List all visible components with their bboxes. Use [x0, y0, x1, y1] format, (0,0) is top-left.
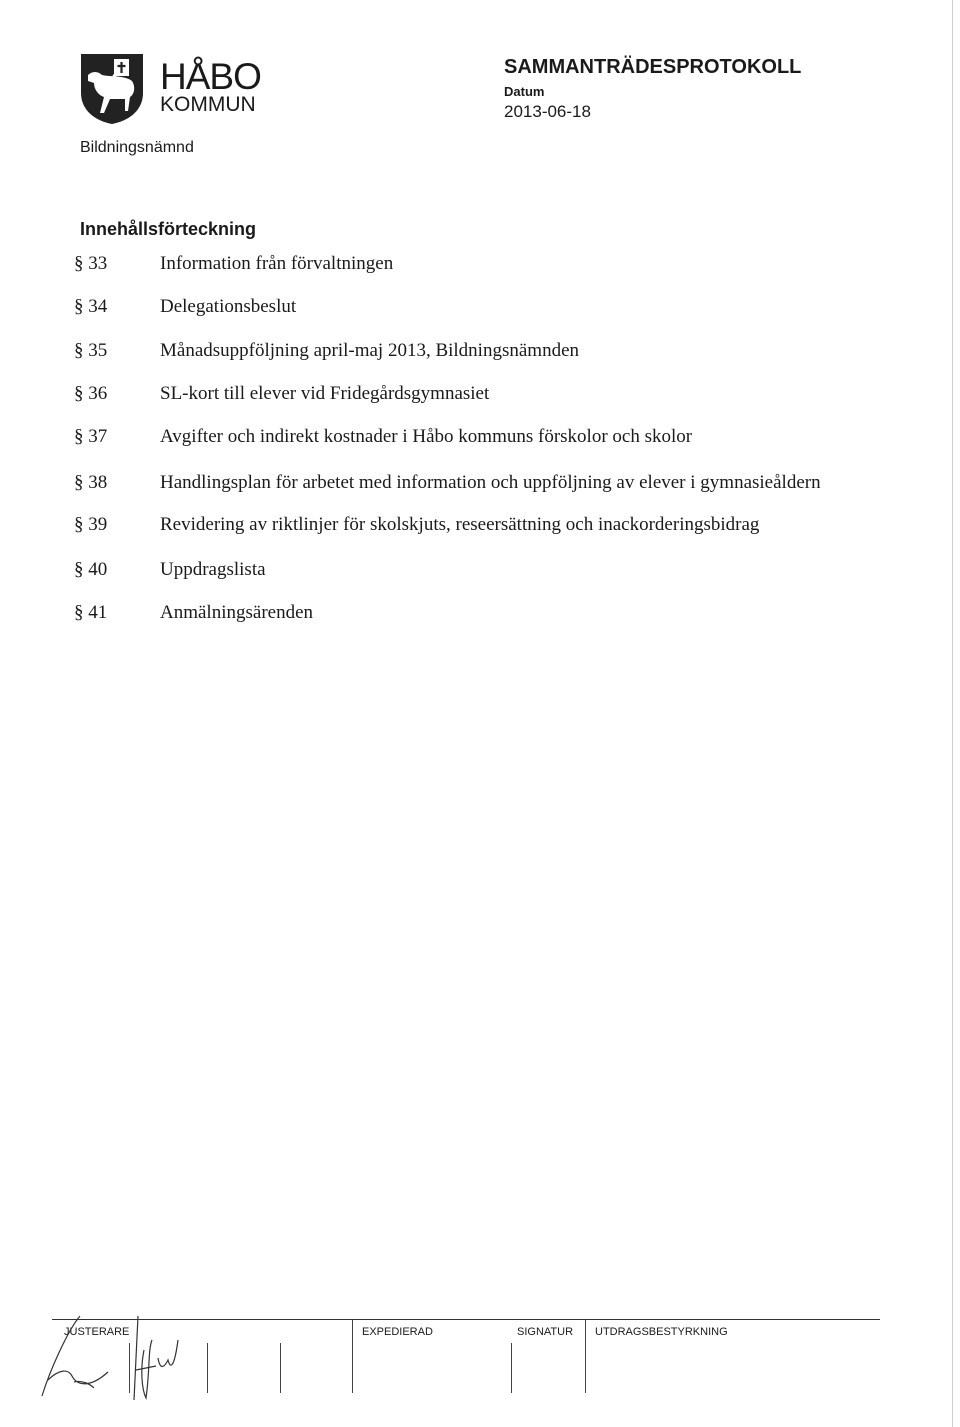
toc-item-number: § 40 — [74, 559, 108, 580]
toc-item-title: Månadsuppföljning april-maj 2013, Bildningsnämnden — [160, 340, 580, 361]
toc-item — [74, 472, 821, 494]
toc-item-number: § 41 — [74, 602, 108, 623]
toc-item-number: § 36 — [74, 383, 108, 404]
toc-heading: Innehållsförteckning — [80, 219, 257, 239]
footer-utdragsbestyrkning-label: UTDRAGSBESTYRKNING — [595, 1326, 728, 1338]
toc-item — [74, 514, 759, 536]
toc-item-number: § 35 — [74, 340, 108, 361]
toc-item-title: Handlingsplan för arbetet med information och uppföljning av elever i gymnasieåldern — [160, 472, 821, 493]
footer-expedierad-label: EXPEDIERAD — [362, 1326, 433, 1338]
department-name: Bildningsnämnd — [80, 139, 194, 156]
toc-item-title: Avgifter och indirekt kostnader i Håbo kommuns förskolor och skolor — [160, 426, 693, 447]
toc-item-title: Revidering av riktlinjer för skolskjuts, reseersättning och inackorderingsbidrag — [160, 514, 760, 535]
toc-item — [74, 383, 489, 405]
toc-item-number: § 38 — [74, 472, 108, 493]
toc-item-number: § 34 — [74, 296, 108, 317]
footer-justerare-label: JUSTERARE — [64, 1326, 130, 1338]
footer-signatur-label: SIGNATUR — [517, 1326, 574, 1338]
date-label: Datum — [504, 84, 545, 99]
toc-item-number: § 33 — [74, 253, 108, 274]
toc-item — [74, 559, 266, 581]
toc-item — [74, 296, 296, 318]
toc-item-number: § 37 — [74, 426, 108, 447]
footer-divider — [585, 1320, 586, 1393]
toc-item-title: Delegationsbeslut — [160, 296, 297, 317]
toc-item — [74, 426, 692, 448]
footer-divider — [352, 1320, 353, 1393]
page-edge — [952, 0, 953, 1427]
toc-item-number: § 39 — [74, 514, 108, 535]
toc-item — [74, 602, 313, 624]
footer-divider — [511, 1343, 512, 1393]
toc-item-title: Information från förvaltningen — [160, 253, 394, 274]
signature — [38, 1310, 238, 1410]
logo-subtitle: KOMMUN — [160, 93, 256, 116]
toc-item — [74, 253, 393, 275]
toc-item-title: Uppdragslista — [160, 559, 266, 580]
coat-of-arms-logo — [80, 53, 144, 125]
toc-item-title: SL-kort till elever vid Fridegårdsgymnasiet — [160, 383, 490, 404]
footer-divider — [280, 1343, 281, 1393]
logo-title: HÅBO — [160, 56, 261, 97]
document-type: SAMMANTRÄDESPROTOKOLL — [504, 56, 802, 78]
toc-item — [74, 340, 579, 362]
toc-item-title: Anmälningsärenden — [160, 602, 314, 623]
date-value: 2013-06-18 — [504, 102, 591, 121]
